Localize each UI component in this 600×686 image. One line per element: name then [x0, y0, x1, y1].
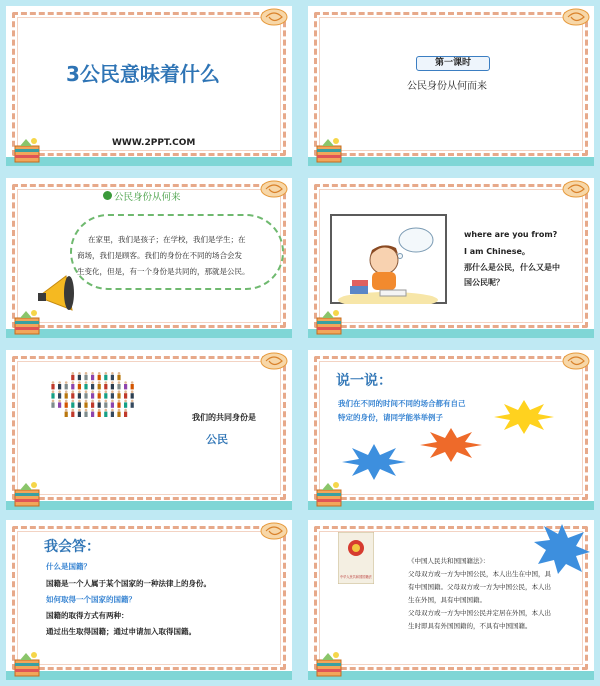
law-line: 生时即具有外国国籍的，不具有中国国籍。 — [408, 622, 532, 630]
question-1: 什么是国籍？ — [46, 562, 91, 571]
gift-box-icon — [314, 136, 344, 164]
paragraph-line: 在家里，我们是孩子；在学校，我们是学生；在 — [88, 235, 246, 244]
megaphone-icon — [38, 270, 78, 316]
law-line: 有中国国籍。父母双方或一方为中国公民，本人出 — [408, 583, 551, 591]
blue-star-burst-icon — [534, 524, 590, 574]
discuss-line: 我们在不同的时间不同的场合都有自己 — [338, 399, 466, 408]
swirl-decoration-icon — [260, 352, 288, 370]
english-answer: I am Chinese。 — [464, 247, 530, 256]
gift-box-icon — [12, 136, 42, 164]
answer-3: 通过出生取得国籍；通过申请加入取得国籍。 — [46, 627, 196, 636]
yellow-star-burst-icon — [494, 400, 554, 434]
gift-box-icon — [12, 650, 42, 678]
discuss-heading: 说一说： — [336, 373, 392, 389]
question-line: 国公民呢？ — [464, 278, 504, 287]
swirl-decoration-icon — [562, 8, 590, 26]
floor — [6, 157, 292, 166]
gift-box-icon — [314, 480, 344, 508]
common-identity-label: 我们的共同身份是 — [192, 413, 256, 422]
blue-star-burst-icon — [342, 444, 406, 480]
section-heading: 公民身份从何来 — [114, 192, 181, 203]
lesson-subtitle: 公民身份从何而来 — [407, 81, 487, 92]
bullet-dot-icon — [103, 191, 112, 200]
slide-7[interactable] — [6, 520, 292, 680]
book-cover-caption: 中华人民共和国国籍法 — [340, 575, 372, 579]
question-line: 那什么是公民，什么又是中 — [464, 263, 560, 272]
answer-heading: 我会答： — [44, 539, 100, 555]
english-question: where are you from? — [464, 230, 558, 239]
slide-6[interactable] — [308, 350, 594, 510]
common-identity-answer: 公民 — [206, 433, 228, 446]
swirl-decoration-icon — [562, 180, 590, 198]
law-line: 父母双方或一方为中国公民，本人出生在中国，具 — [408, 570, 551, 578]
slide-1[interactable] — [6, 6, 292, 166]
slide-5[interactable] — [6, 350, 292, 510]
slide-3[interactable] — [6, 178, 292, 338]
swirl-decoration-icon — [260, 522, 288, 540]
orange-star-burst-icon — [420, 428, 482, 462]
paragraph-line: 商场，我们是顾客。我们的身份在不同的场合会发 — [77, 251, 242, 260]
slide-title: 3公民意味着什么 — [66, 62, 220, 86]
law-title: 《中国人民共和国国籍法》： — [408, 557, 490, 565]
thinking-boy-picture — [330, 214, 447, 304]
law-line: 生在外国，具有中国国籍。 — [408, 596, 486, 604]
gift-box-icon — [314, 650, 344, 678]
discuss-line: 特定的身份，请同学能举举例子 — [338, 413, 443, 422]
slide-2[interactable] — [308, 6, 594, 166]
slide-8[interactable] — [308, 520, 594, 680]
gift-box-icon — [314, 308, 344, 336]
slide-4[interactable] — [308, 178, 594, 338]
swirl-decoration-icon — [260, 8, 288, 26]
crowd-of-people-picture — [50, 370, 138, 418]
law-line: 父母双方或一方为中国公民并定居在外国，本人出 — [408, 609, 551, 617]
swirl-decoration-icon — [260, 180, 288, 198]
gift-box-icon — [12, 480, 42, 508]
paragraph-line: 生变化，但是，有一个身份是共同的，那就是公民。 — [77, 267, 250, 276]
question-2: 如何取得一个国家的国籍？ — [46, 595, 136, 604]
website-url: WWW.2PPT.COM — [112, 138, 196, 148]
answer-2: 国籍的取得方式有两种： — [46, 611, 129, 620]
lesson-badge: 第一课时 — [416, 56, 490, 71]
answer-1: 国籍是一个人属于某个国家的一种法律上的身份。 — [46, 579, 211, 588]
swirl-decoration-icon — [562, 352, 590, 370]
